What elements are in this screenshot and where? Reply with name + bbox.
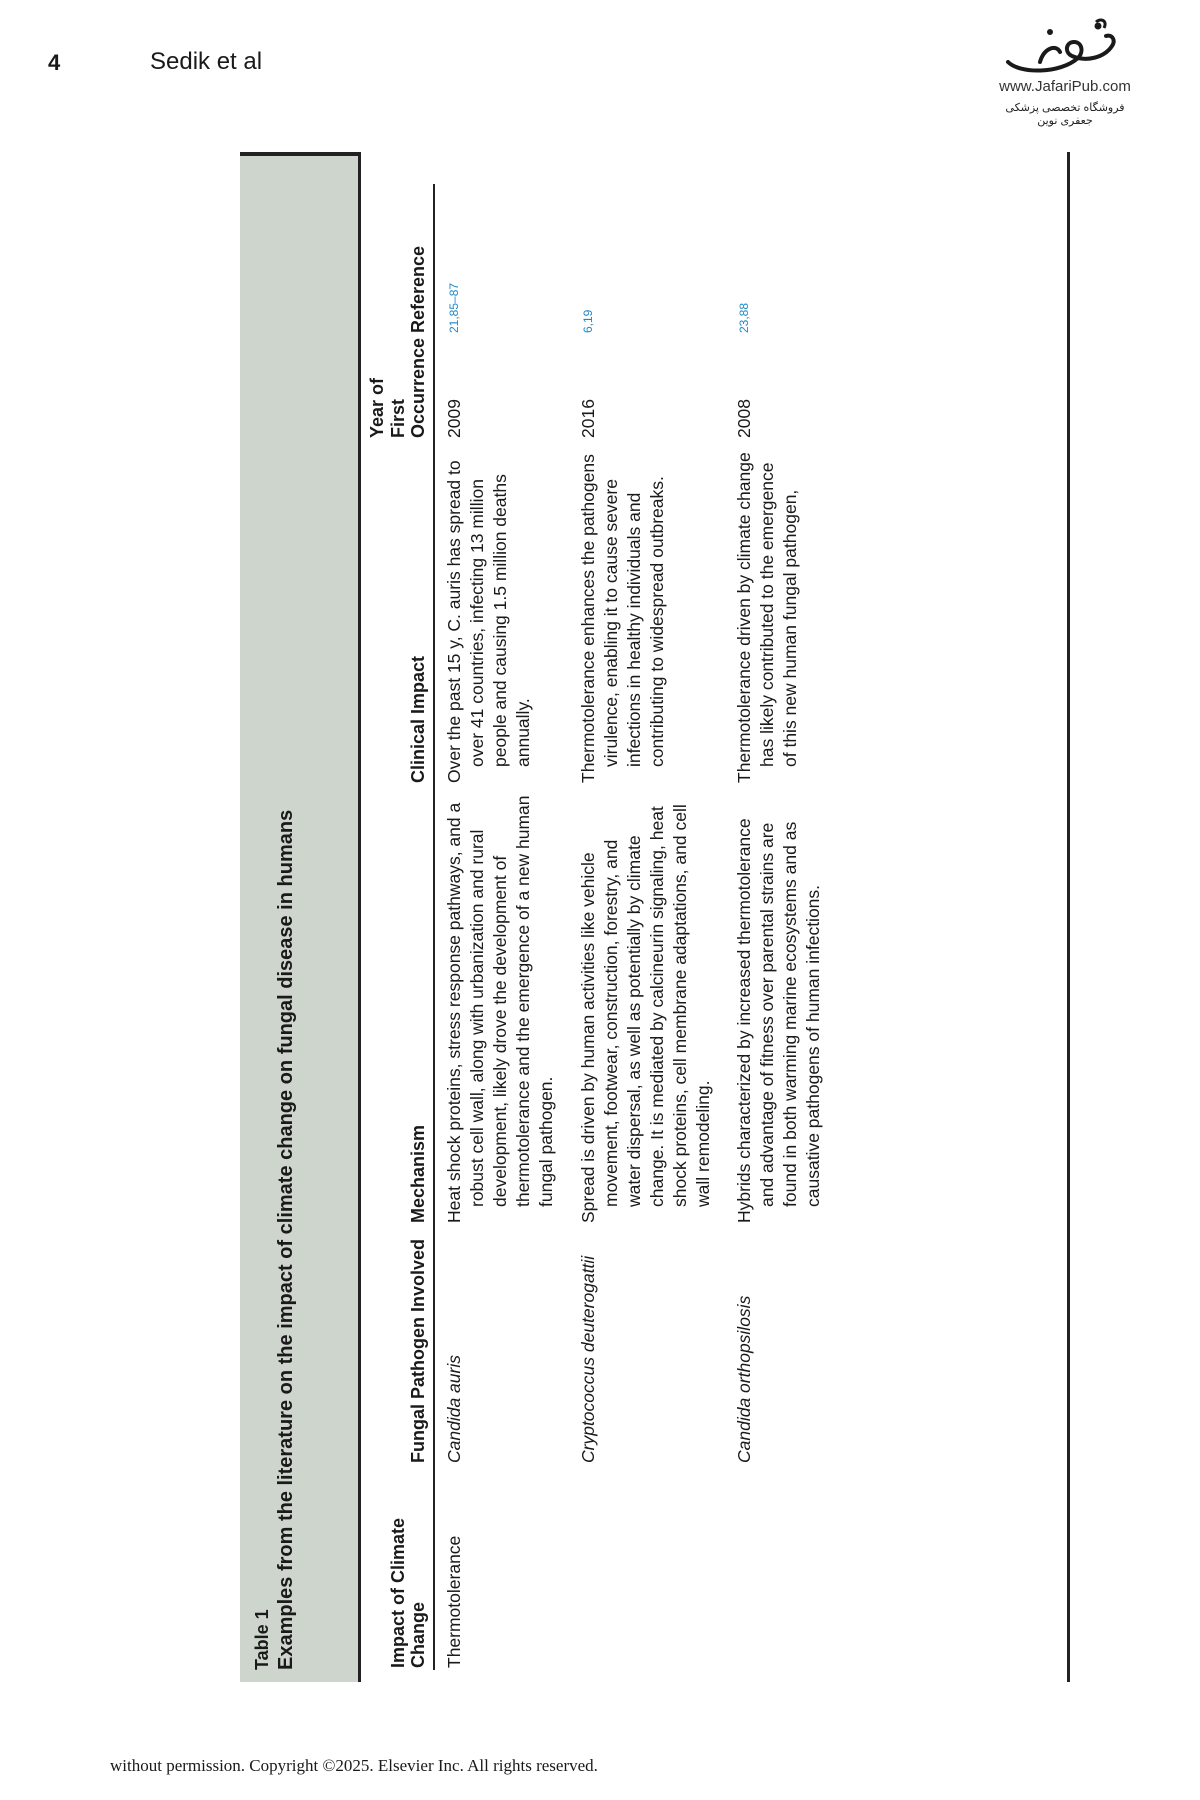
copyright-footer: without permission. Copyright ©2025. Elsevier Inc. All rights reserved.	[110, 1756, 598, 1775]
publisher-persian-text: فروشگاه تخصصی پزشکی جعفری نوین	[1005, 102, 1125, 127]
impact-cell	[569, 1465, 726, 1670]
publisher-logo	[990, 18, 1140, 127]
mechanism-cell: Spread is driven by human activities like vehicle movement, footwear, construction, forestry, and water dispersal, as well as potentially by climate change. It is mediated by calcineurin signaling, heat shock proteins, cell membrane adaptations, and cell wall remodeling.	[577, 804, 713, 1223]
table-title: Examples from the literature on the impact of climate change on fungal disease in humans	[275, 809, 297, 1670]
table-row	[434, 184, 568, 1670]
impact-cell	[725, 1465, 835, 1670]
reference-link[interactable]: 21,85–87	[447, 282, 462, 333]
running-head: Sedik et al	[150, 48, 263, 75]
clinical-impact-cell: Thermotolerance enhances the pathogens virulence, enabling it to cause severe infections in healthy individuals and contributing to widespread outbreaks.	[577, 454, 667, 783]
table-label: Table 1	[252, 1609, 272, 1670]
column-header: Impact of Climate Change	[361, 1465, 434, 1670]
reference-link[interactable]: 6,19	[580, 309, 595, 333]
table-caption	[240, 152, 358, 1682]
impact-cell: Thermotolerance	[444, 1535, 465, 1668]
publisher-url: www.JafariPub.com	[999, 78, 1131, 95]
year-cell: 2009	[444, 399, 465, 438]
table-frame	[240, 152, 1070, 1682]
clinical-impact-cell: Thermotolerance driven by climate change has likely contributed to the emergence of this new human fungal pathogen,	[734, 452, 801, 783]
year-cell: 2016	[577, 399, 598, 438]
column-header: Clinical Impact	[361, 440, 434, 785]
page-number: 4	[48, 50, 61, 75]
column-header: Mechanism	[361, 785, 434, 1225]
pathogen-cell: Candida auris	[444, 1355, 465, 1463]
year-cell: 2008	[734, 399, 755, 438]
column-header: Reference	[361, 184, 434, 335]
pathogen-cell: Candida orthopsilosis	[734, 1295, 755, 1463]
column-header: Year of First Occurrence	[361, 335, 434, 440]
table-row	[725, 184, 835, 1670]
pathogen-cell: Cryptococcus deuterogattii	[577, 1255, 598, 1463]
reference-link[interactable]: 23,88	[737, 302, 752, 333]
column-header: Fungal Pathogen Involved	[361, 1225, 434, 1465]
rotated-table	[240, 152, 1070, 1682]
clinical-impact-cell: Over the past 15 y, C. auris has spread to over 41 countries, infecting 13 million people and causing 1.5 million deaths annually.	[444, 460, 534, 783]
header-row	[361, 184, 434, 1670]
mechanism-cell: Hybrids characterized by increased thermotolerance and advantage of fitness over parental strains are found in both warming marine ecosystems and as causative pathogens of human infections.	[734, 818, 824, 1223]
jafari-logo-icon	[1000, 18, 1130, 78]
data-table	[361, 184, 835, 1670]
table-body	[358, 152, 1070, 1682]
table-row	[569, 184, 726, 1670]
mechanism-cell: Heat shock proteins, stress response pathways, and a robust cell wall, along with urbanization and rural development, likely drove the development of thermotolerance and the emergence of a new human fungal pathogen.	[444, 795, 557, 1223]
